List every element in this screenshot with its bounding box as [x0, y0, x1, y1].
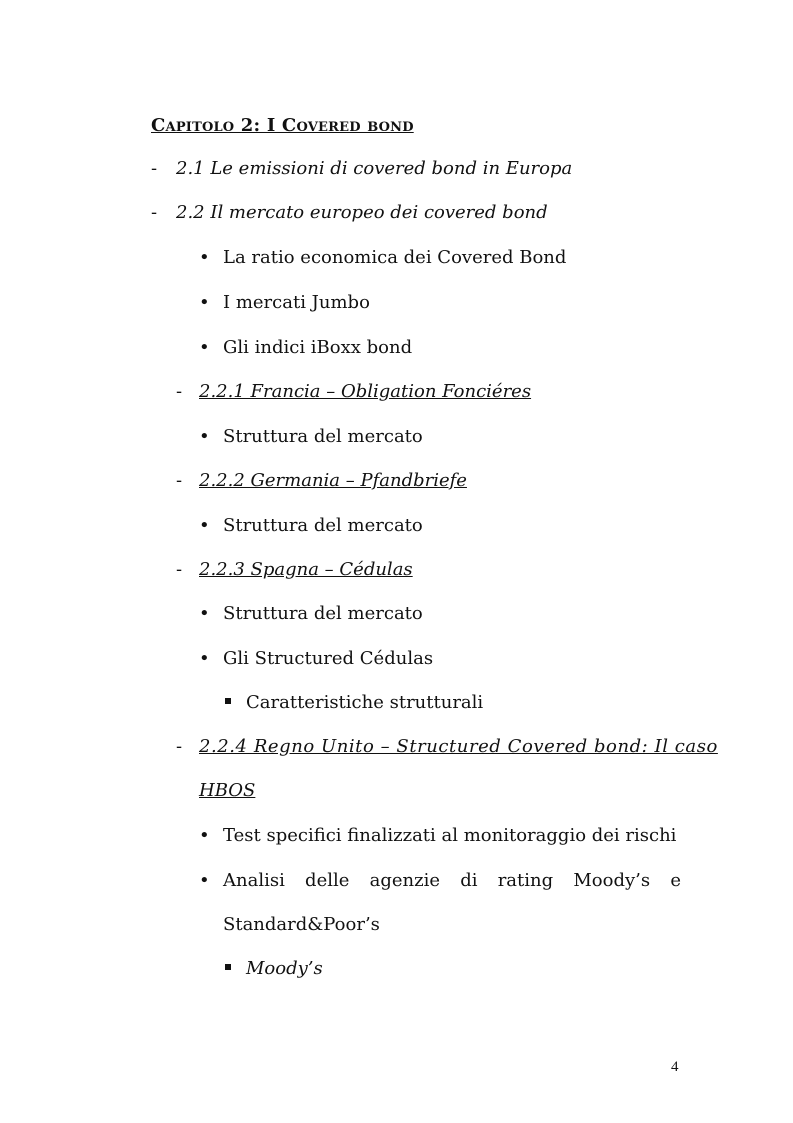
toc-bullet-struttura-spagna: Struttura del mercato: [223, 603, 423, 624]
toc-bullet-analisi: [223, 870, 681, 892]
analisi-word: Moody’s: [573, 870, 651, 891]
square-bullet-icon: [225, 698, 231, 704]
toc-bullet-iboxx: Gli indici iBoxx bond: [223, 337, 413, 358]
bullet-marker: •: [199, 825, 210, 846]
toc-bullet-jumbo: I mercati Jumbo: [223, 292, 370, 313]
analisi-word: agenzie: [369, 870, 440, 891]
toc-bullet-test-specifici: Test specifici finalizzati al monitoraggio dei rischi: [223, 825, 677, 846]
bullet-marker: •: [199, 603, 210, 624]
toc-entry-2-2: 2.2 Il mercato europeo dei covered bond: [176, 202, 548, 223]
dash-marker: -: [176, 470, 183, 491]
toc-entry-2-2-4: 2.2.4 Regno Unito – Structured Covered bond: Il caso: [199, 736, 718, 757]
toc-entry-2-2-2: 2.2.2 Germania – Pfandbriefe: [199, 470, 467, 491]
dash-marker: -: [151, 158, 158, 179]
toc-bullet-ratio: La ratio economica dei Covered Bond: [223, 247, 567, 268]
toc-entry-2-2-1: 2.2.1 Francia – Obligation Fonciéres: [199, 381, 532, 402]
dash-marker: -: [151, 202, 158, 223]
toc-entry-2-2-3: 2.2.3 Spagna – Cédulas: [199, 559, 413, 580]
toc-entry-2-2-4-continued: HBOS: [199, 780, 256, 801]
chapter-title: Capitolo 2: I Covered bond: [151, 115, 414, 136]
bullet-marker: •: [199, 515, 210, 536]
toc-subbullet-moodys: Moody’s: [246, 958, 323, 979]
toc-bullet-struttura-francia: Struttura del mercato: [223, 426, 423, 447]
dash-marker: -: [176, 559, 183, 580]
toc-subbullet-caratteristiche: Caratteristiche strutturali: [246, 692, 484, 713]
analisi-word: di: [460, 870, 478, 891]
analisi-word: delle: [305, 870, 350, 891]
bullet-marker: •: [199, 648, 210, 669]
bullet-marker: •: [199, 247, 210, 268]
toc-entry-2-1: 2.1 Le emissioni di covered bond in Europa: [176, 158, 573, 179]
bullet-marker: •: [199, 426, 210, 447]
bullet-marker: •: [199, 292, 210, 313]
square-bullet-icon: [225, 964, 231, 970]
page-number: 4: [671, 1059, 679, 1075]
dash-marker: -: [176, 381, 183, 402]
dash-marker: -: [176, 736, 183, 757]
bullet-marker: •: [199, 870, 210, 891]
analisi-word: e: [670, 870, 681, 891]
analisi-word: rating: [497, 870, 554, 891]
bullet-marker: •: [199, 337, 210, 358]
toc-bullet-struttura-germania: Struttura del mercato: [223, 515, 423, 536]
toc-bullet-structured-cedulas: Gli Structured Cédulas: [223, 648, 434, 669]
toc-bullet-analisi-continued: Standard&Poor’s: [223, 914, 380, 935]
analisi-word: Analisi: [223, 870, 285, 891]
